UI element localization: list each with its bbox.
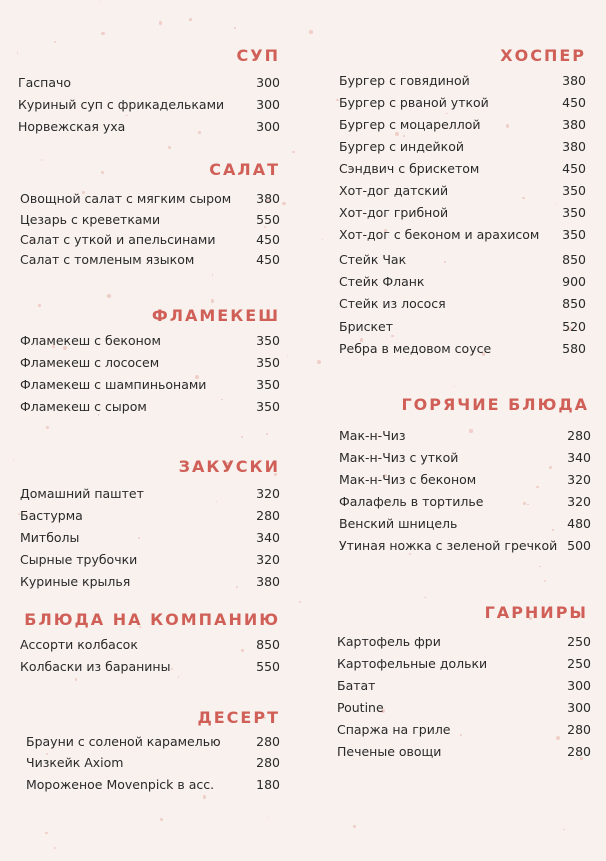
menu-item <box>20 190 280 208</box>
item-name: Стейк Фланк <box>339 274 425 289</box>
menu-item <box>20 507 280 525</box>
menu-item <box>26 733 280 751</box>
item-price: 340 <box>567 450 591 465</box>
item-name: Мороженое Movenpick в асс. <box>26 777 215 792</box>
item-price: 850 <box>562 252 586 267</box>
item-name: Печеные овощи <box>337 744 442 759</box>
paper-speck <box>454 386 455 387</box>
item-name: Цезарь с креветками <box>20 212 161 227</box>
menu-item <box>26 776 280 794</box>
menu-item <box>339 204 586 222</box>
menu-item <box>20 251 280 269</box>
item-name: Венский шницель <box>339 516 458 531</box>
item-name: Фламекеш с шампиньонами <box>20 377 207 392</box>
item-name: Овощной салат с мягким сыром <box>20 191 232 206</box>
paper-speck <box>322 239 323 240</box>
menu-item <box>337 655 591 673</box>
section-title: ФЛАМЕКЕШ <box>151 306 280 325</box>
item-name: Фалафель в тортилье <box>339 494 484 509</box>
item-price: 380 <box>256 191 280 206</box>
paper-speck <box>101 32 104 35</box>
item-price: 320 <box>256 552 280 567</box>
item-price: 300 <box>256 119 280 134</box>
item-price: 350 <box>256 399 280 414</box>
paper-speck <box>46 426 49 429</box>
menu-item <box>20 231 280 249</box>
paper-speck <box>539 566 540 567</box>
menu-item <box>26 754 280 772</box>
paper-speck <box>282 202 286 206</box>
menu-item <box>20 636 280 654</box>
item-price: 350 <box>562 205 586 220</box>
item-price: 350 <box>562 183 586 198</box>
menu-item <box>339 94 586 112</box>
item-name: Бастурма <box>20 508 83 523</box>
paper-speck <box>99 1 100 2</box>
paper-speck <box>353 825 356 828</box>
paper-speck <box>241 436 243 438</box>
item-name: Стейк Чак <box>339 252 407 267</box>
item-name: Ребра в медовом соусе <box>339 341 492 356</box>
item-price: 300 <box>567 678 591 693</box>
menu-item <box>339 427 591 445</box>
paper-speck <box>424 597 425 598</box>
section-title: ГОРЯЧИЕ БЛЮДА <box>401 395 589 414</box>
item-name: Митболы <box>20 530 80 545</box>
menu-item <box>339 340 586 358</box>
paper-speck <box>287 355 288 356</box>
section-title: САЛАТ <box>209 160 280 179</box>
item-name: Салат с томленым языком <box>20 252 195 267</box>
section-side-dishes <box>337 603 591 773</box>
menu-item <box>337 721 591 739</box>
section-salad <box>20 160 280 280</box>
item-name: Колбаски из баранины <box>20 659 171 674</box>
menu-item <box>339 537 591 555</box>
item-price: 280 <box>567 722 591 737</box>
paper-speck <box>299 601 301 603</box>
paper-speck <box>107 294 110 297</box>
menu-item <box>339 182 586 200</box>
item-price: 320 <box>567 472 591 487</box>
item-price: 850 <box>256 637 280 652</box>
item-name: Бургер с говядиной <box>339 73 470 88</box>
menu-item <box>20 211 280 229</box>
item-price: 520 <box>562 319 586 334</box>
item-price: 450 <box>256 252 280 267</box>
menu-item <box>337 633 591 651</box>
item-name: Хот-дог датский <box>339 183 449 198</box>
menu-item <box>339 515 591 533</box>
paper-speck <box>317 360 321 364</box>
section-flammekueche <box>20 306 280 426</box>
item-name: Poutine <box>337 700 384 715</box>
item-price: 380 <box>562 117 586 132</box>
menu-item <box>20 551 280 569</box>
item-price: 350 <box>256 355 280 370</box>
item-name: Стейк из лосося <box>339 296 446 311</box>
item-name: Сырные трубочки <box>20 552 138 567</box>
menu-item <box>339 138 586 156</box>
item-name: Чизкейк Axiom <box>26 755 124 770</box>
item-price: 450 <box>562 161 586 176</box>
item-price: 250 <box>567 656 591 671</box>
item-name: Норвежская уха <box>18 119 126 134</box>
paper-speck <box>234 27 236 29</box>
item-price: 340 <box>256 530 280 545</box>
menu-item <box>18 118 280 136</box>
menu-item <box>337 743 591 761</box>
menu-item <box>18 74 280 92</box>
item-price: 380 <box>562 73 586 88</box>
item-price: 550 <box>256 212 280 227</box>
item-name: Мак-н-Чиз с беконом <box>339 472 477 487</box>
menu-item <box>339 116 586 134</box>
item-price: 250 <box>567 634 591 649</box>
item-name: Фламекеш с беконом <box>20 333 161 348</box>
item-price: 320 <box>567 494 591 509</box>
menu-item <box>339 318 586 336</box>
section-title: СУП <box>236 46 280 65</box>
paper-speck <box>267 817 268 818</box>
item-name: Ассорти колбасок <box>20 637 138 652</box>
paper-speck <box>309 30 313 34</box>
menu-item <box>339 273 586 291</box>
item-name: Брауни с соленой карамелью <box>26 734 221 749</box>
item-price: 350 <box>256 333 280 348</box>
item-price: 500 <box>567 538 591 553</box>
item-price: 300 <box>256 75 280 90</box>
item-price: 280 <box>567 428 591 443</box>
item-price: 320 <box>256 486 280 501</box>
menu-item <box>20 376 280 394</box>
item-name: Брискет <box>339 319 394 334</box>
paper-speck <box>54 41 56 43</box>
paper-speck <box>292 151 295 154</box>
section-soup <box>18 46 280 146</box>
menu-item <box>337 699 591 717</box>
item-name: Картофель фри <box>337 634 441 649</box>
item-price: 180 <box>256 777 280 792</box>
section-title: ЗАКУСКИ <box>178 457 280 476</box>
menu-item <box>20 354 280 372</box>
menu-item <box>339 449 591 467</box>
item-price: 450 <box>256 232 280 247</box>
item-name: Хот-дог грибной <box>339 205 449 220</box>
item-name: Домашний паштет <box>20 486 144 501</box>
section-title: ГАРНИРЫ <box>484 603 588 622</box>
section-title: ХОСПЕР <box>500 46 586 65</box>
paper-speck <box>266 433 268 435</box>
item-name: Бургер с моцареллой <box>339 117 481 132</box>
paper-speck <box>168 146 171 149</box>
item-price: 900 <box>562 274 586 289</box>
item-price: 480 <box>567 516 591 531</box>
menu-item <box>20 485 280 503</box>
menu-item <box>339 226 586 244</box>
section-dessert <box>26 708 280 798</box>
menu-item <box>20 573 280 591</box>
item-price: 280 <box>256 755 280 770</box>
item-name: Салат с уткой и апельсинами <box>20 232 216 247</box>
item-name: Спаржа на гриле <box>337 722 451 737</box>
item-name: Сэндвич с брискетом <box>339 161 480 176</box>
item-name: Утиная ножка с зеленой гречкой <box>339 538 558 553</box>
item-name: Бургер с индейкой <box>339 139 464 154</box>
paper-speck <box>544 580 546 582</box>
menu-item <box>20 398 280 416</box>
item-price: 380 <box>256 574 280 589</box>
paper-speck <box>189 18 192 21</box>
section-title: ДЕСЕРТ <box>197 708 280 727</box>
menu-item <box>20 658 280 676</box>
item-name: Куриный суп с фрикадельками <box>18 97 225 112</box>
item-name: Фламекеш с сыром <box>20 399 147 414</box>
item-name: Мак-н-Чиз с уткой <box>339 450 459 465</box>
menu-item <box>20 332 280 350</box>
item-price: 350 <box>256 377 280 392</box>
section-sharing-dishes <box>20 610 280 680</box>
item-price: 280 <box>256 734 280 749</box>
paper-speck <box>45 832 47 834</box>
item-name: Бургер с рваной уткой <box>339 95 489 110</box>
item-name: Фламекеш с лососем <box>20 355 160 370</box>
item-name: Куриные крылья <box>20 574 131 589</box>
item-price: 850 <box>562 296 586 311</box>
section-hot-dishes <box>339 395 591 565</box>
item-name: Мак-н-Чиз <box>339 428 406 443</box>
menu-item <box>339 160 586 178</box>
item-price: 300 <box>256 97 280 112</box>
item-price: 550 <box>256 659 280 674</box>
menu-item <box>339 295 586 313</box>
section-appetizers <box>20 457 280 597</box>
item-price: 450 <box>562 95 586 110</box>
item-name: Хот-дог с беконом и арахисом <box>339 227 540 242</box>
item-name: Картофельные дольки <box>337 656 488 671</box>
item-price: 580 <box>562 341 586 356</box>
menu-item <box>18 96 280 114</box>
menu-item <box>339 471 591 489</box>
section-josper <box>339 46 586 366</box>
menu-item <box>339 251 586 269</box>
menu-item <box>20 529 280 547</box>
menu-item <box>337 677 591 695</box>
paper-speck <box>159 21 163 25</box>
paper-speck <box>563 829 564 830</box>
paper-speck <box>160 818 163 821</box>
menu-item <box>339 493 591 511</box>
item-price: 380 <box>562 139 586 154</box>
item-name: Батат <box>337 678 376 693</box>
paper-speck <box>211 299 214 302</box>
item-price: 350 <box>562 227 586 242</box>
paper-speck <box>13 459 14 460</box>
item-price: 300 <box>567 700 591 715</box>
item-price: 280 <box>567 744 591 759</box>
paper-speck <box>54 847 56 849</box>
item-price: 280 <box>256 508 280 523</box>
section-title: БЛЮДА НА КОМПАНИЮ <box>24 610 280 629</box>
item-name: Гаспачо <box>18 75 72 90</box>
menu-item <box>339 72 586 90</box>
